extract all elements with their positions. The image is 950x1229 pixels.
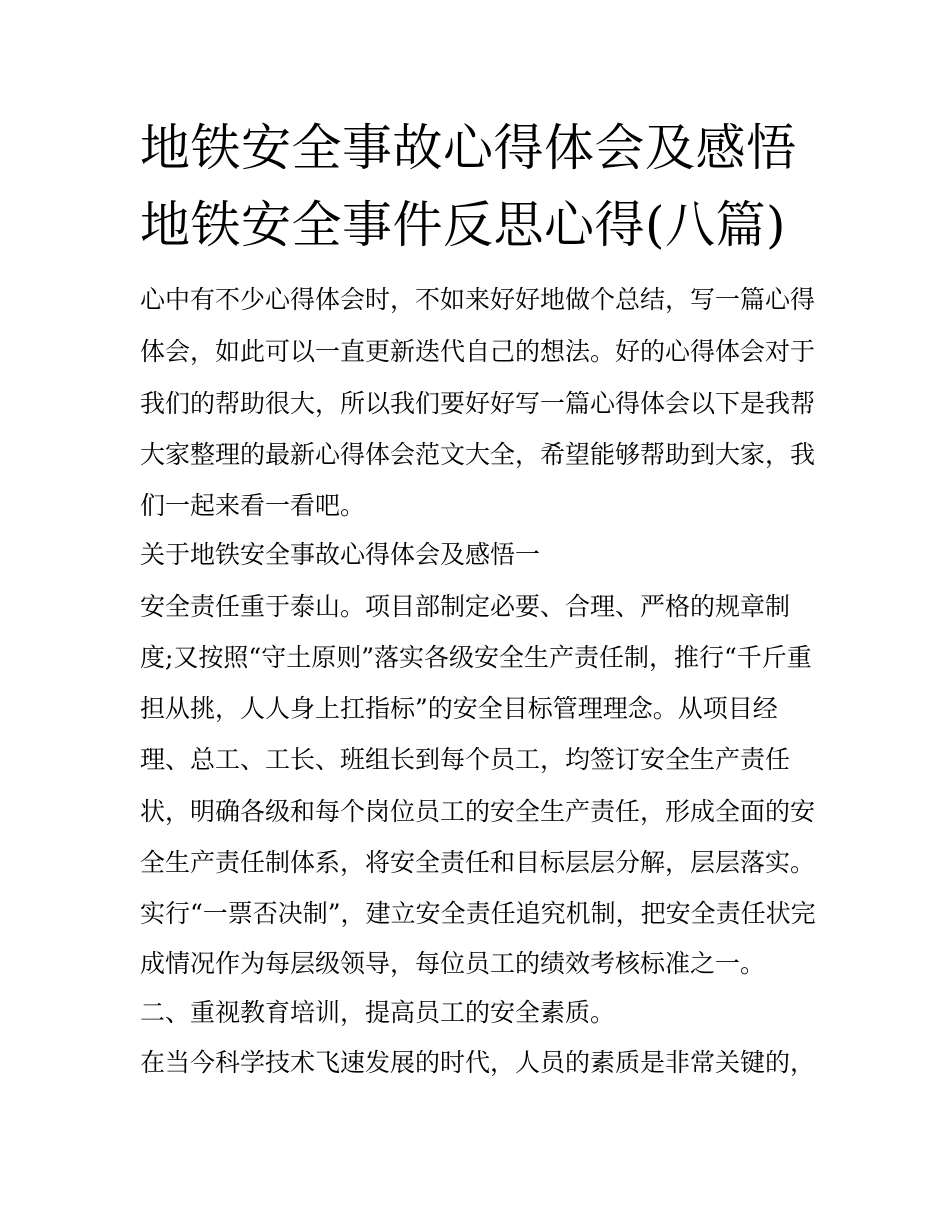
body-line-9: 在当今科学技术飞速发展的时代，人员的素质是非常关键的， <box>140 1048 816 1077</box>
body-line-1: 安全责任重于泰山。项目部制定必要、合理、严格的规章制 <box>140 592 791 621</box>
intro-line-5: 们一起来看一看吧。 <box>140 491 366 520</box>
intro-line-4: 大家整理的最新心得体会范文大全，希望能够帮助到大家，我 <box>140 440 816 469</box>
document-title-line-2: 地铁安全事件反思心得(八篇) <box>140 196 787 254</box>
body-line-8: 成情况作为每层级领导，每位员工的绩效考核标准之一。 <box>140 949 766 978</box>
body-line-5: 状，明确各级和每个岗位员工的安全生产责任，形成全面的安 <box>140 797 816 826</box>
body-line-7: 实行“一票否决制”，建立安全责任追究机制，把安全责任状完 <box>140 899 816 928</box>
body-line-4: 理、总工、工长、班组长到每个员工，均签订安全生产责任 <box>140 745 791 774</box>
document-title-line-1: 地铁安全事故心得体会及感悟 <box>140 119 797 177</box>
intro-line-1: 心中有不少心得体会时，不如来好好地做个总结，写一篇心得 <box>140 285 816 314</box>
section-heading-1: 关于地铁安全事故心得体会及感悟一 <box>140 540 541 569</box>
intro-line-3: 我们的帮助很大，所以我们要好好写一篇心得体会以下是我帮 <box>140 389 816 418</box>
body-line-2: 度;又按照“守土原则”落实各级安全生产责任制，推行“千斤重 <box>140 643 812 672</box>
body-line-3: 担从挑，人人身上扛指标”的安全目标管理理念。从项目经 <box>140 694 778 723</box>
intro-line-2: 体会，如此可以一直更新迭代自己的想法。好的心得体会对于 <box>140 337 816 366</box>
body-line-6: 全生产责任制体系，将安全责任和目标层层分解，层层落实。 <box>140 848 816 877</box>
section-heading-2: 二、重视教育培训，提高员工的安全素质。 <box>140 998 616 1027</box>
